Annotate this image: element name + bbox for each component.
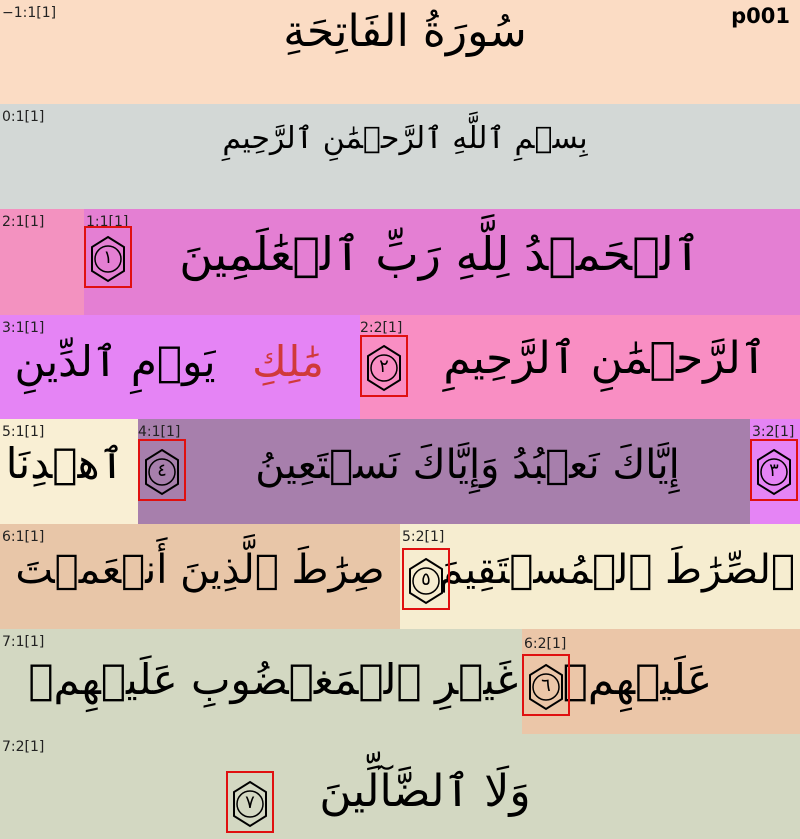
- ayah-7-text-part-2: وَلَا ٱلضَّآلِّينَ: [319, 766, 531, 817]
- ayah-number-5: ٥: [421, 569, 431, 590]
- line-6-label-1: 7:2[1]: [2, 739, 45, 755]
- basmala-text: بِسۡمِ ٱللَّهِ ٱلرَّحۡمَٰنِ ٱلرَّحِيمِ: [222, 121, 588, 156]
- ayah-number-1: ١: [103, 247, 113, 268]
- line-5-text-right: عَلَيۡهِمۡ: [562, 655, 712, 704]
- ayah-6-text: ٱلصِّرَٰطَ ٱلۡمُسۡتَقِيمَ: [438, 547, 795, 593]
- line-6: [0, 734, 800, 839]
- ayah-number-2: ٢: [379, 356, 389, 377]
- line-4-text-left: صِرَٰطَ ٱلَّذِينَ أَنۡعَمۡتَ: [15, 547, 385, 593]
- line-1-label-1: 2:1[1]: [2, 214, 45, 230]
- ayah-number-3: ٣: [769, 460, 779, 481]
- basmala-label: 0:1[1]: [2, 109, 45, 125]
- ayah-7-text-part-1: غَيۡرِ ٱلۡمَغۡضُوبِ عَلَيۡهِمۡ: [28, 655, 518, 704]
- line-2-text-left: يَوۡمِ ٱلدِّينِ: [14, 337, 216, 386]
- ayah-marker-2[interactable]: [360, 335, 408, 397]
- line-3-label-1: 5:1[1]: [2, 424, 45, 440]
- line-1: [0, 209, 800, 315]
- line-2-label-1: 3:1[1]: [2, 320, 45, 336]
- ayah-5-text: إِيَّاكَ نَعۡبُدُ وَإِيَّاكَ نَسۡتَعِينُ: [255, 442, 680, 488]
- line-5: [0, 629, 800, 734]
- basmala-band: [0, 104, 800, 209]
- ayah-number-4: ٤: [157, 460, 167, 481]
- line-3: [0, 419, 800, 524]
- line-4-label-2: 5:2[1]: [402, 529, 445, 545]
- ayah-1-text: ٱلۡحَمۡدُ لِلَّهِ رَبِّ ٱلۡعَٰلَمِينَ: [179, 227, 701, 281]
- ayah-number-6: ٦: [541, 675, 551, 696]
- ayah-number-7: ٧: [245, 792, 255, 813]
- ayah-marker-5[interactable]: [402, 548, 450, 610]
- line-3-text-left: ٱهۡدِنَا: [5, 439, 125, 488]
- ayah-marker-3[interactable]: [750, 439, 798, 501]
- line-3-label-2: 4:1[1]: [138, 424, 181, 440]
- ayah-marker-6[interactable]: [522, 654, 570, 716]
- line-2: [0, 315, 800, 419]
- line-4: [0, 524, 800, 629]
- highlighted-word: مَٰلِكِ: [252, 337, 324, 386]
- page-number: p001: [731, 4, 790, 28]
- ayah-marker-1[interactable]: [84, 226, 132, 288]
- line-2-label-2: 2:2[1]: [360, 320, 403, 336]
- surah-header: [0, 0, 800, 104]
- line-1-label-2: 1:1[1]: [86, 214, 129, 230]
- ayah-marker-4[interactable]: [138, 439, 186, 501]
- line-5-label-2: 6:2[1]: [524, 636, 567, 652]
- header-label: −1:1[1]: [2, 5, 57, 21]
- line-4-label-1: 6:1[1]: [2, 529, 45, 545]
- line-5-label-1: 7:1[1]: [2, 634, 45, 650]
- surah-title: سُورَةُ الفَاتِحَةِ: [283, 6, 527, 57]
- ayah-marker-7[interactable]: [226, 771, 274, 833]
- line-3-label-3: 3:2[1]: [752, 424, 795, 440]
- line-2-text-right: ٱلرَّحۡمَٰنِ ٱلرَّحِيمِ: [443, 333, 767, 384]
